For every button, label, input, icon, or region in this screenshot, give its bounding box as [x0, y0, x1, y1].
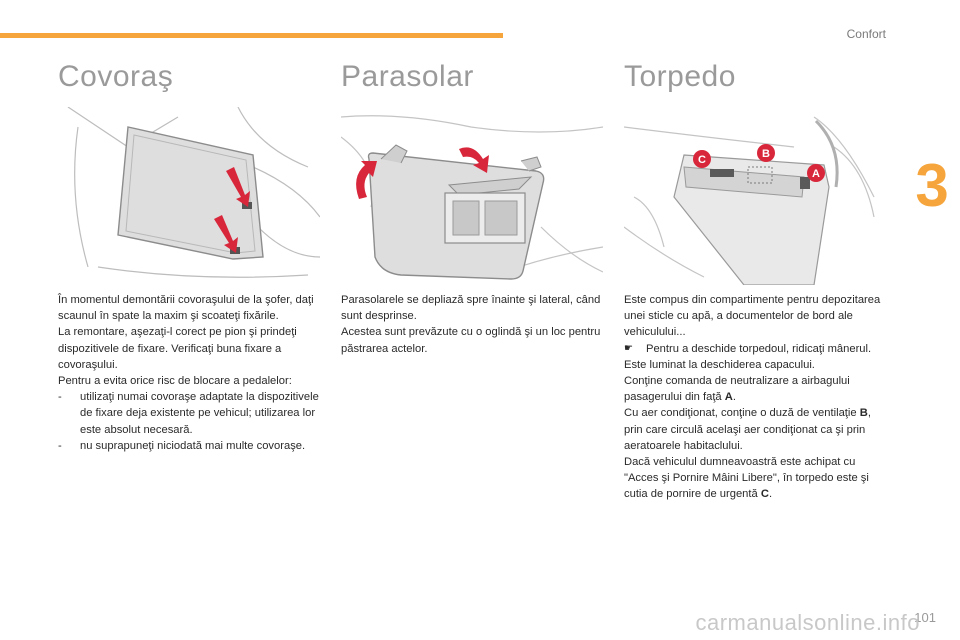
- torpedo-p4: Cu aer condiţionat, conţine o duză de ventilaţie B, prin care circulă acelaşi aer condiţionat ca şi prin aeratoarele habitaclului.: [624, 407, 871, 452]
- sun-visor-illustration: [341, 107, 603, 285]
- covoras-text: [58, 292, 323, 454]
- covoras-p2: La remontare, aşezaţi-l corect pe pion şi prindeţi dispozitivele de fixare. Verificaţi buna fixare a covoraşului.: [58, 326, 297, 371]
- torpedo-p5: Dacă vehiculul dumneavoastră este achipat cu "Acces şi Pornire Mâini Libere", în torpedo este şi cutia de pornire de urgentă C.: [624, 456, 869, 501]
- airbag-switch: [800, 177, 810, 189]
- covoras-title: Covoraş: [58, 60, 174, 93]
- parasolar-text: [341, 292, 606, 357]
- chapter-tab: [904, 130, 960, 240]
- covoras-item-2: - nu suprapuneţi niciodată mai multe covoraşe.: [58, 439, 306, 452]
- covoras-p1: În momentul demontării covoraşului de la şofer, daţi scaunul în spate la maxim şi scoateţi fixările.: [58, 294, 314, 323]
- parasolar-p2: Acestea sunt prevăzute cu o oglindă şi un loc pentru păstrarea actelor.: [341, 326, 601, 355]
- label-c: C: [698, 154, 706, 166]
- parasolar-title: Parasolar: [341, 60, 474, 93]
- torpedo-text: [624, 292, 889, 503]
- torpedo-title: Torpedo: [624, 60, 736, 93]
- covoras-p3: Pentru a evita orice risc de blocare a pedalelor:: [58, 375, 292, 388]
- watermark: carmanualsonline.info: [695, 610, 920, 635]
- parasolar-p1: Parasolarele se depliază spre înainte şi lateral, când sunt desprinse.: [341, 294, 601, 323]
- torpedo-p1: Este compus din compartimente pentru depozitarea unei sticle cu apă, a documentelor de bord ale vehiculului...: [624, 294, 881, 339]
- torpedo-item-1: ☛ Pentru a deschide torpedoul, ridicaţi mânerul.: [624, 341, 889, 357]
- page-number: 101: [914, 610, 936, 625]
- label-b: B: [762, 148, 770, 160]
- label-a: A: [812, 168, 820, 180]
- torpedo-p2: Este luminat la deschiderea capacului.: [624, 358, 815, 371]
- glove-box-illustration: [624, 107, 886, 285]
- covoras-item-1: - utilizaţi numai covoraşe adaptate la dispozitivele de fixare deja existente pe vehicul; utilizarea lor este absolut necesară.: [58, 391, 319, 436]
- chapter-number: 3: [915, 151, 949, 219]
- floor-mat-illustration: [58, 107, 320, 285]
- bullet-icon: ☛: [624, 342, 633, 354]
- section-label: Confort: [846, 27, 886, 41]
- torpedo-p3: Conţine comanda de neutralizare a airbagului pasagerului din faţă A.: [624, 375, 850, 404]
- emergency-start-box: [710, 169, 734, 177]
- header-accent-bar: [0, 33, 503, 38]
